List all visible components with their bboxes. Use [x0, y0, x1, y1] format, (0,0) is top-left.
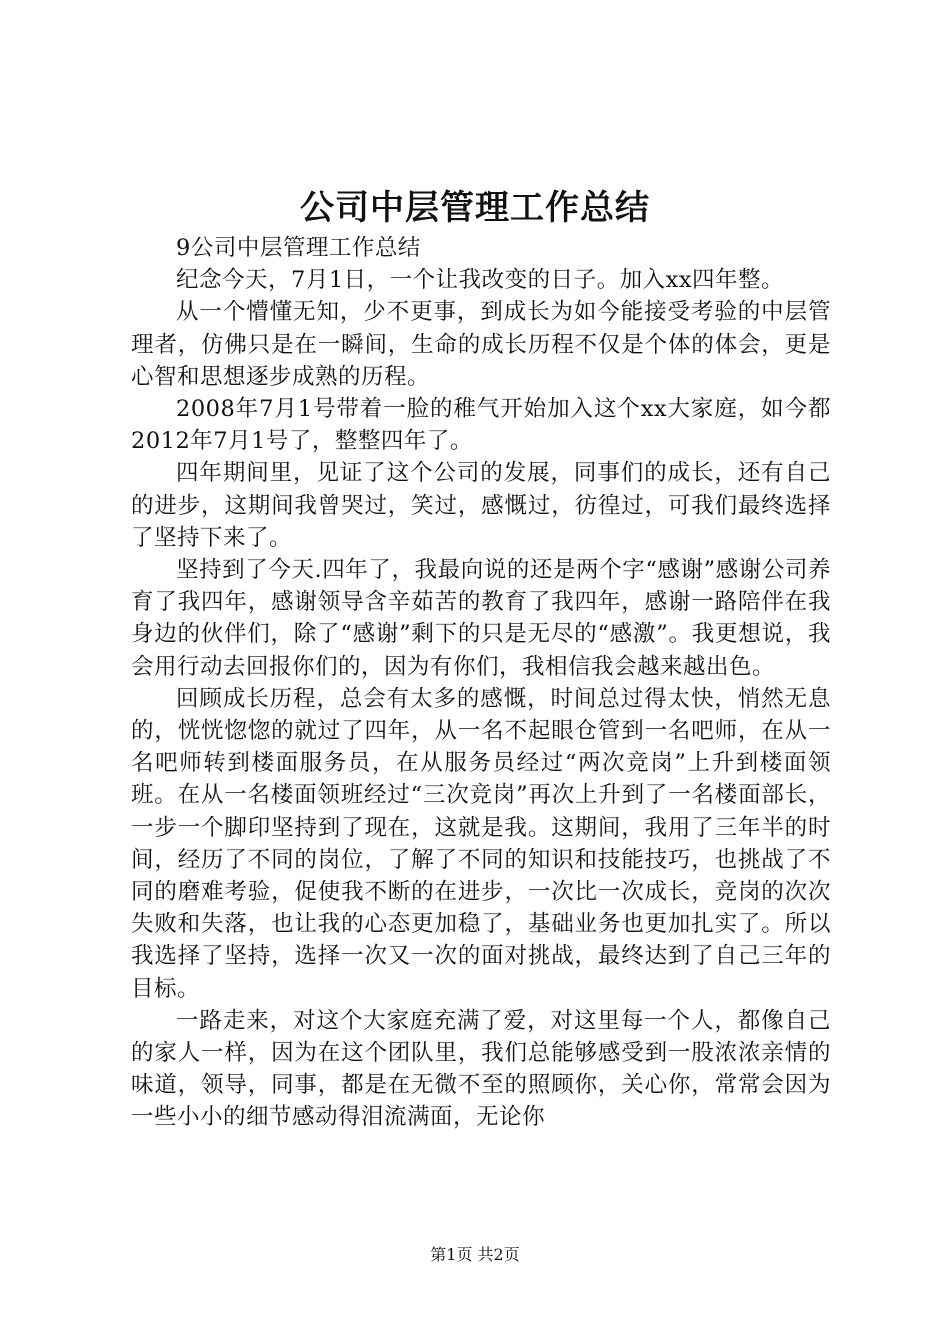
document-title: 公司中层管理工作总结	[300, 188, 650, 228]
paragraph: 四年期间里，见证了这个公司的发展，同事们的成长，还有自己的进步，这期间我曾哭过，笑过，感慨过，彷徨过，可我们最终选择了坚持下来了。	[131, 460, 831, 551]
paragraph: 回顾成长历程，总会有太多的感慨，时间总过得太快，悄然无息的，恍恍惚惚的就过了四年，从一名不起眼仓管到一名吧师，在从一名吧师转到楼面服务员，在从服务员经过“两次竞岗”上升到楼面领班。在从一名楼面领班经过“三次竞岗”再次上升到了一名楼面部长，一步一个脚印坚持到了现在，这就是我。这期间，我用了三年半的时间，经历了不同的岗位，了解了不同的知识和技能技巧，也挑战了不同的磨难考验，促使我不断的在进步，一次比一次成长，竞岗的次次失败和失落，也让我的心态更加稳了，基础业务也更加扎实了。所以我选择了坚持，选择一次又一次的面对挑战，最终达到了自己三年的目标。	[131, 685, 831, 1002]
paragraph: 一路走来，对这个大家庭充满了爱，对这里每一个人，都像自己的家人一样，因为在这个团队里，我们总能够感受到一股浓浓亲情的味道，领导，同事，都是在无微不至的照顾你，关心你，常常会因为一些小小的细节感动得泪流满面，无论你	[131, 1007, 831, 1131]
document-body	[131, 232, 831, 1134]
page-number-footer: 第1页 共2页	[430, 1245, 520, 1264]
paragraph: 纪念今天，7月1日，一个让我改变的日子。加入xx四年整。	[176, 267, 785, 294]
paragraph: 坚持到了今天.四年了，我最向说的还是两个字“感谢”感谢公司养育了我四年，感谢领导含辛茹苦的教育了我四年，感谢一路陪伴在我身边的伙伴们，除了“感谢”剩下的只是无尽的“感激”。我更想说，我会用行动去回报你们的，因为有你们，我相信我会越来越出色。	[131, 557, 831, 680]
paragraph: 9公司中层管理工作总结	[176, 235, 421, 261]
paragraph: 2008年7月1号带着一脸的稚气开始加入这个xx大家庭，如今都2012年7月1号了，整整四年了。	[131, 396, 831, 455]
paragraph: 从一个懵懂无知，少不更事，到成长为如今能接受考验的中层管理者，仿佛只是在一瞬间，生命的成长历程不仅是个体的体会，更是心智和思想逐步成熟的历程。	[131, 299, 831, 390]
